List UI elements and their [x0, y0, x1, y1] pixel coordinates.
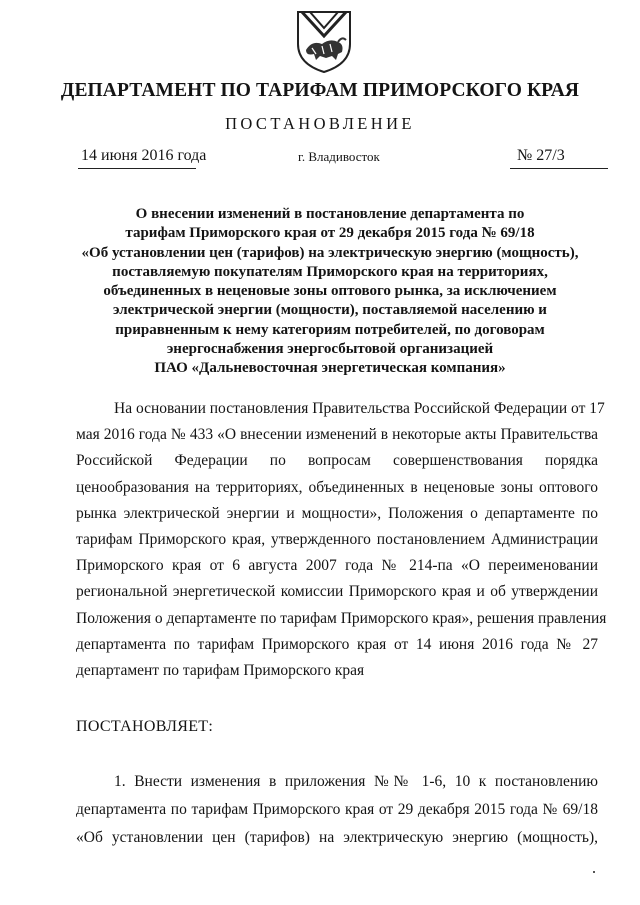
clause-1 — [76, 768, 598, 852]
preamble-line: Приморского края от 6 августа 2007 года № 214-па «О переименовании — [76, 557, 598, 575]
preamble-line: На основании постановления Правительства Российской Федерации от 17 — [114, 400, 605, 417]
clause-line: департамента по тарифам Приморского края от 29 декабря 2015 года № 69/18 — [76, 801, 598, 818]
heading-line: электрической энергии (мощности), поставляемой населению и — [113, 302, 547, 319]
heading-line: поставляемую покупателям Приморского края на территориях, — [112, 263, 548, 280]
preamble-line: рынка электрической энергии и мощности», Положения о департаменте по — [76, 504, 598, 522]
heading-line: приравненным к нему категориям потребителей, по договорам — [115, 321, 545, 338]
department-name: ДЕПАРТАМЕНТ ПО ТАРИФАМ ПРИМОРСКОГО КРАЯ — [60, 80, 580, 101]
preamble-line: департамента по тарифам Приморского края от 14 июня 2016 года № 27 — [76, 635, 598, 653]
heading-line: О внесении изменений в постановление департамента по — [135, 206, 525, 222]
heading-line: «Об установлении цен (тарифов) на электрическую энергию (мощность), — [81, 244, 579, 261]
preamble-line: департамент по тарифам Приморского края — [76, 662, 365, 680]
resolves-label: ПОСТАНОВЛЯЕТ: — [76, 718, 214, 735]
document-heading — [60, 205, 600, 379]
preamble-line: Положения о департаменте по тарифам Приморского края», решения правления — [76, 609, 607, 627]
heading-line: объединенных в неценовые зоны оптового рынка, за исключением — [103, 283, 557, 300]
document-type: ПОСТАНОВЛЕНИЕ — [225, 114, 415, 133]
document-date: 14 июня 2016 года — [81, 147, 207, 164]
date-underline — [78, 168, 196, 169]
clause-line: 1. Внести изменения в приложения №№ 1-6, 10 к постановлению — [114, 773, 598, 790]
preamble-line: региональной энергетической комиссии Приморского края и об утверждении — [76, 583, 598, 601]
preamble-line: ценообразования на территориях, объединенных в неценовые зоны оптового — [76, 478, 598, 496]
clause-line: «Об установлении цен (тарифов) на электрическую энергию (мощность), — [76, 829, 598, 846]
heading-line: энергоснабжения энергосбытовой организацией — [166, 341, 494, 358]
preamble-line: Российской Федерации по вопросам совершенствования порядка — [76, 452, 598, 470]
document-number: № 27/3 — [517, 147, 565, 164]
heading-line: ПАО «Дальневосточная энергетическая компания» — [154, 360, 506, 377]
scan-speck — [593, 871, 595, 873]
preamble-line: тарифам Приморского края, утвержденного постановлением Администрации — [76, 531, 598, 549]
number-underline — [510, 168, 608, 169]
preamble-paragraph — [76, 396, 607, 684]
coat-of-arms-icon — [292, 4, 356, 74]
document-city: г. Владивосток — [298, 149, 380, 164]
preamble-line: мая 2016 года № 433 «О внесении изменений в некоторые акты Правительства — [76, 426, 598, 444]
heading-line: тарифам Приморского края от 29 декабря 2015 года № 69/18 — [125, 225, 535, 242]
